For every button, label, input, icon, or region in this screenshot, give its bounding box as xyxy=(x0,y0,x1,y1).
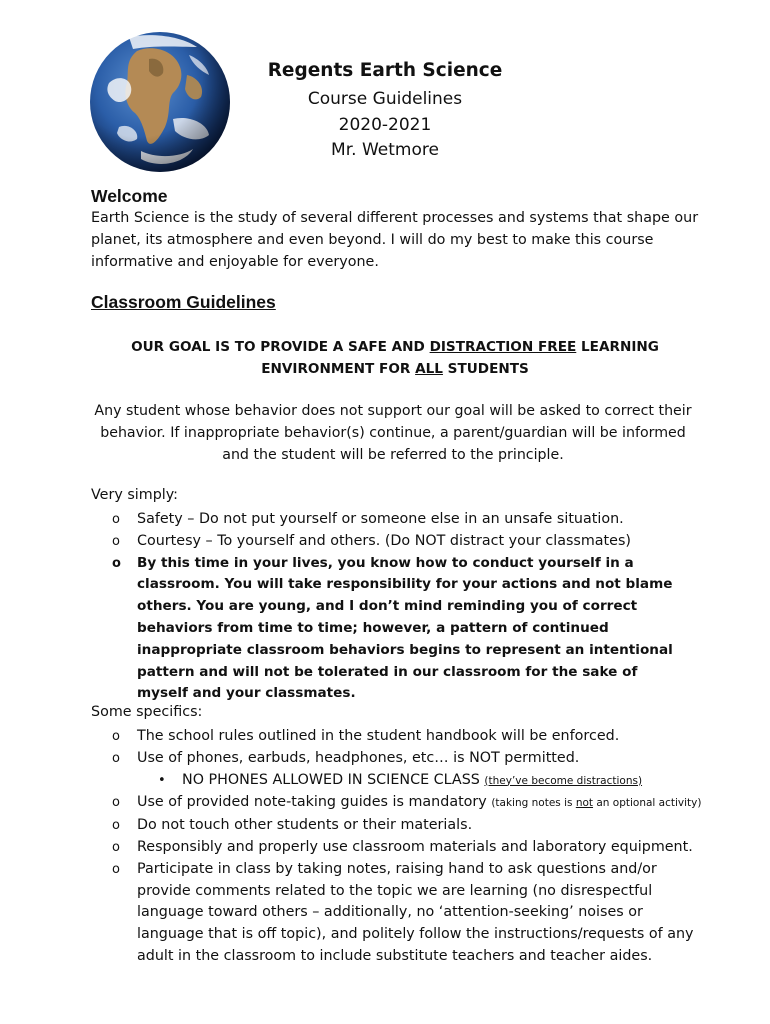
specifics-list xyxy=(0,726,770,968)
note-underline-not: not xyxy=(575,797,594,810)
hollow-bullet-icon: o xyxy=(112,729,120,744)
list-item-text: Use of provided note-taking guides is mandatory xyxy=(137,794,492,811)
goal-statement xyxy=(95,337,695,381)
list-item-no-phones xyxy=(0,770,770,793)
list-item-courtesy xyxy=(0,531,770,553)
hollow-bullet-icon: o xyxy=(112,533,120,549)
document-title: Regents Earth Science xyxy=(267,60,503,81)
list-item-text: Courtesy – To yourself and others. (Do NOT distract your classmates) xyxy=(137,532,631,549)
welcome-paragraph: Earth Science is the study of several different processes and systems that shape our planet, its atmosphere and even beyond. I will do my best to make this course informative and enjoyable for everyone. xyxy=(91,210,699,270)
list-item-note xyxy=(491,797,701,809)
solid-bullet-icon: • xyxy=(158,772,166,788)
goal-underline-distraction-free: DISTRACTION FREE xyxy=(429,339,577,355)
hollow-bullet-icon: o xyxy=(112,839,120,855)
goal-text-c: STUDENTS xyxy=(442,360,529,377)
list-item-text: Use of phones, earbuds, headphones, etc… is NOT permitted. xyxy=(137,749,580,766)
school-year: 2020-2021 xyxy=(338,115,432,135)
list-item-text: Responsibly and properly use classroom materials and laboratory equipment. xyxy=(137,838,693,855)
hollow-bullet-icon: o xyxy=(112,795,120,811)
note-text-a: (taking notes is xyxy=(491,797,576,810)
hollow-bullet-icon: o xyxy=(112,512,120,527)
very-simply-label: Very simply: xyxy=(91,487,178,503)
list-item-no-touching xyxy=(0,815,770,837)
list-item-text: NO PHONES ALLOWED IN SCIENCE CLASS xyxy=(182,771,485,788)
goal-text-a: OUR GOAL IS TO PROVIDE A SAFE AND xyxy=(131,339,430,355)
some-specifics-label: Some specifics: xyxy=(91,704,203,720)
list-item-text: The school rules outlined in the student handbook will be enforced. xyxy=(137,728,620,744)
list-item-text: By this time in your lives, you know how to conduct yourself in a classroom. You will take responsibility for your actions and not blame others. You are young, and I don’t mind reminding you of correct behaviors from time to time; however, a pattern of continued inappropriate classroom behaviors begins to represent an intentional pattern and will not be tolerated in our classroom for the sake of myself and your classmates. xyxy=(137,554,673,702)
list-item-participate xyxy=(0,859,697,968)
goal-text-b: LEARNING ENVIRONMENT FOR xyxy=(261,339,659,377)
list-item-school-rules xyxy=(0,726,770,748)
list-item-phones xyxy=(0,748,770,770)
list-item-text: Safety – Do not put yourself or someone else in an unsafe situation. xyxy=(137,511,624,527)
list-item-safety xyxy=(0,509,770,531)
behavior-warning-paragraph: Any student whose behavior does not support our goal will be asked to correct their behavior. If inappropriate behavior(s) continue, a parent/guardian will be informed and the student will be referred to the principle. xyxy=(94,403,692,463)
list-item-note: (they’ve become distractions) xyxy=(484,774,643,787)
list-item-note-taking xyxy=(0,792,770,815)
hollow-bullet-icon: o xyxy=(112,818,120,834)
list-item-text: Participate in class by taking notes, raising hand to ask questions and/or provide comments related to the topic we are learning (no disrespectful language toward others – additionally, no ‘attention-seeking’ noises or language that is off topic), and politely follow the instructions/requests of any adult in the classroom to include substitute teachers and teacher aides. xyxy=(137,860,694,964)
list-item-responsibility xyxy=(0,553,692,706)
hollow-bullet-icon: o xyxy=(112,861,120,877)
note-text-b: an optional activity) xyxy=(593,797,702,810)
classroom-guidelines-heading: Classroom Guidelines xyxy=(91,292,276,312)
list-item-text: Do not touch other students or their materials. xyxy=(137,817,473,834)
hollow-bullet-icon: o xyxy=(112,555,121,571)
welcome-heading: Welcome xyxy=(91,186,168,206)
hollow-bullet-icon: o xyxy=(112,750,120,766)
document-subtitle: Course Guidelines xyxy=(307,89,463,109)
goal-underline-all: ALL xyxy=(415,360,443,377)
list-item-materials xyxy=(0,837,770,859)
teacher-name: Mr. Wetmore xyxy=(331,140,439,160)
very-simply-list xyxy=(0,509,770,705)
